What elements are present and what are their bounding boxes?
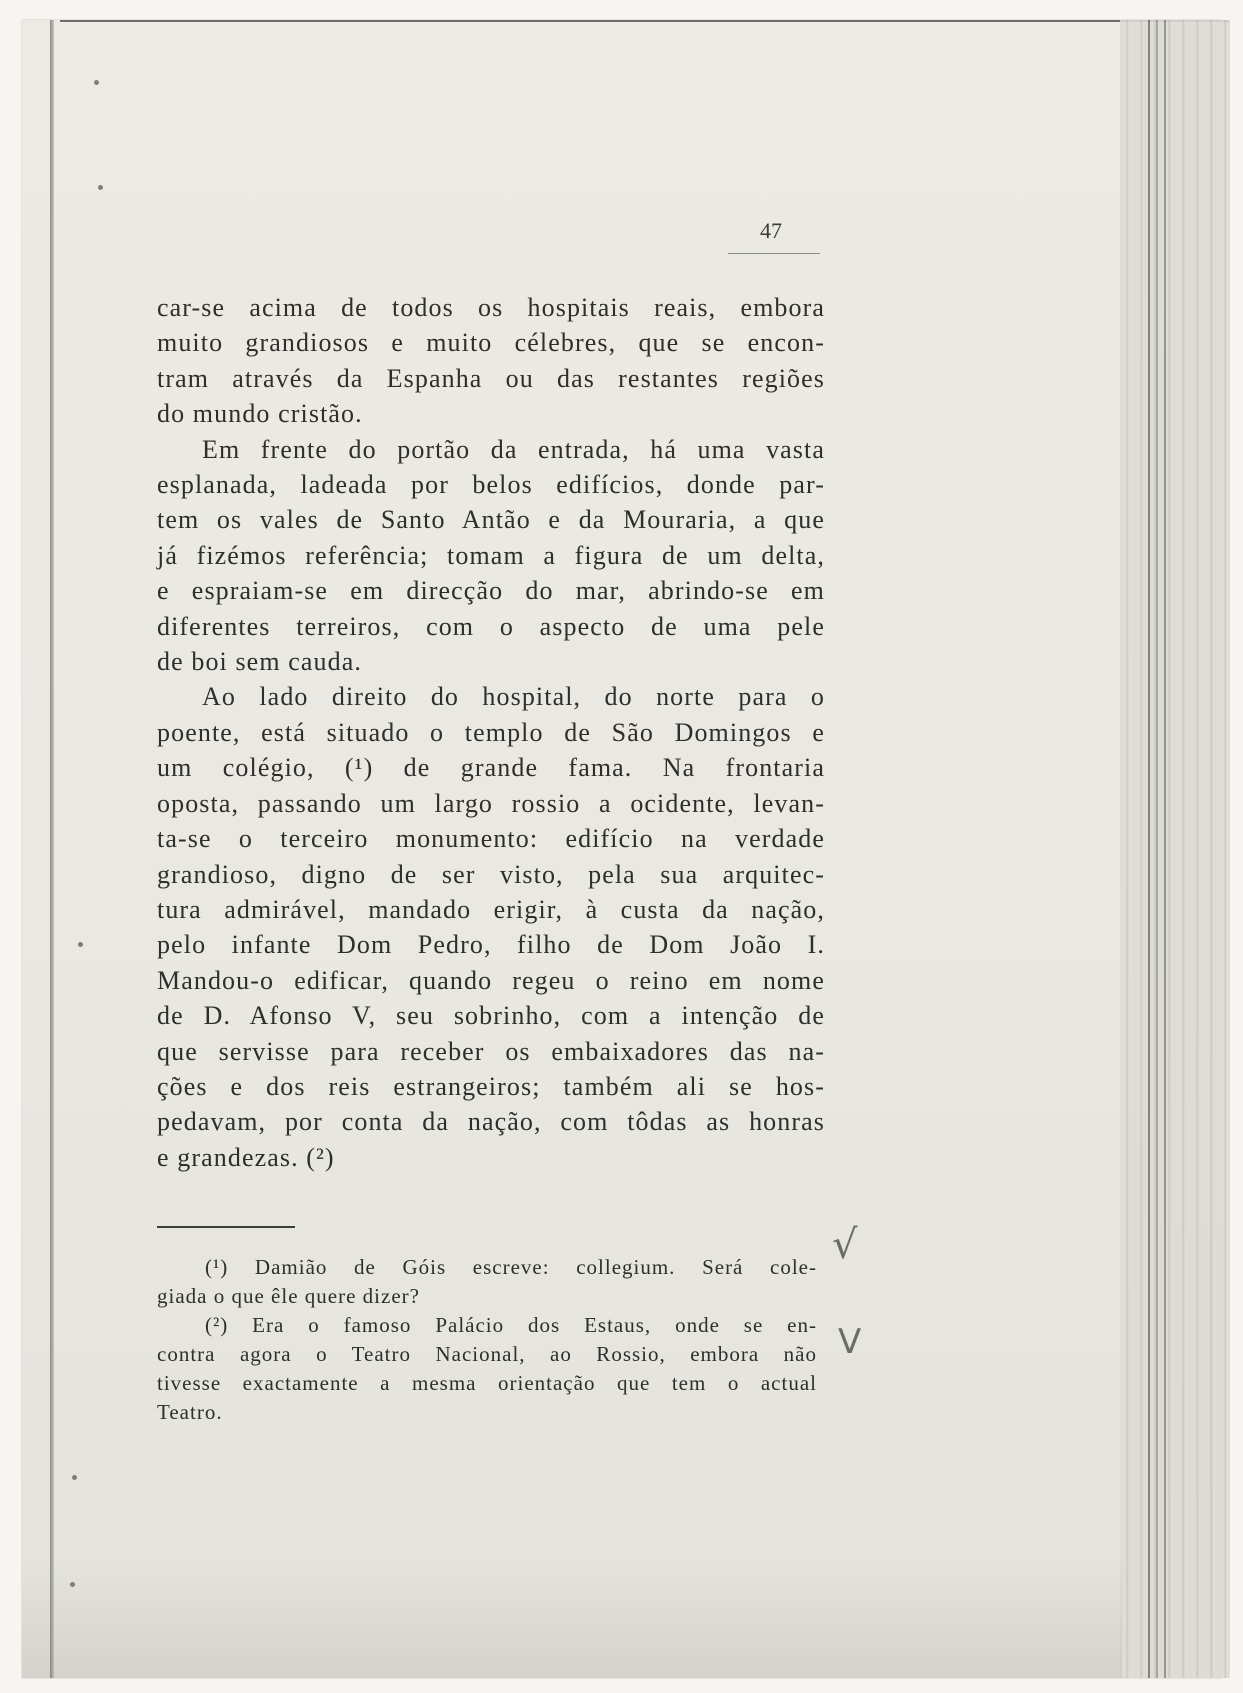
footnotes bbox=[157, 1253, 817, 1427]
body-line: poente, está situado o templo de São Domingos e bbox=[157, 717, 825, 747]
footnote-line: giada o que êle quere dizer? bbox=[157, 1284, 420, 1308]
footnote-line: Teatro. bbox=[157, 1400, 223, 1424]
body-line: tram através da Espanha ou das restantes regiões bbox=[157, 363, 825, 393]
body-line: Em frente do portão da entrada, há uma vasta bbox=[202, 434, 825, 464]
binding-line bbox=[1148, 20, 1150, 1678]
header-rule bbox=[728, 253, 820, 254]
binding-line bbox=[1156, 20, 1158, 1678]
body-line: de boi sem cauda. bbox=[157, 647, 362, 677]
paper-speck bbox=[98, 185, 103, 190]
body-line: ta-se o terceiro monumento: edifício na verdade bbox=[157, 824, 825, 854]
body-line: tura admirável, mandado erigir, à custa da nação, bbox=[157, 894, 825, 924]
body-line: ções e dos reis estrangeiros; também ali se hos- bbox=[157, 1071, 825, 1101]
left-edge-line bbox=[50, 20, 54, 1678]
bottom-shadow bbox=[22, 1560, 1122, 1678]
margin-check-mark: V bbox=[838, 1322, 862, 1362]
paper-speck bbox=[94, 80, 99, 85]
body-line: do mundo cristão. bbox=[157, 399, 363, 429]
body-text bbox=[157, 290, 825, 1175]
body-line: e grandezas. (²) bbox=[157, 1142, 335, 1172]
body-line: e espraiam-se em direcção do mar, abrindo-se em bbox=[157, 576, 825, 606]
page-number: 47 bbox=[760, 218, 782, 243]
body-line: oposta, passando um largo rossio a ocidente, levan- bbox=[157, 788, 825, 818]
body-line: diferentes terreiros, com o aspecto de uma pele bbox=[157, 611, 825, 641]
body-line: muito grandiosos e muito célebres, que se encon- bbox=[157, 328, 825, 358]
footnote-line: contra agora o Teatro Nacional, ao Rossio, embora não bbox=[157, 1342, 817, 1366]
body-line: Mandou-o edificar, quando regeu o reino em nome bbox=[157, 965, 825, 995]
body-line: tem os vales de Santo Antão e da Mouraria, a que bbox=[157, 505, 825, 535]
body-line: um colégio, (¹) de grande fama. Na frontaria bbox=[157, 753, 825, 783]
top-edge-line bbox=[60, 20, 1230, 22]
margin-check-mark: √ bbox=[832, 1222, 858, 1268]
body-line: car-se acima de todos os hospitais reais, embora bbox=[157, 293, 825, 322]
footnote-line: (²) Era o famoso Palácio dos Estaus, onde se en- bbox=[205, 1313, 817, 1337]
body-line: de D. Afonso V, seu sobrinho, com a intenção de bbox=[157, 1001, 825, 1031]
body-line: pedavam, por conta da nação, com tôdas as honras bbox=[157, 1107, 825, 1137]
body-line: pelo infante Dom Pedro, filho de Dom João I. bbox=[157, 930, 825, 960]
body-line: já fizémos referência; tomam a figura de um delta, bbox=[157, 540, 825, 570]
body-line: grandioso, digno de ser visto, pela sua arquitec- bbox=[157, 859, 825, 889]
footnote-line: (¹) Damião de Góis escreve: collegium. Será cole- bbox=[205, 1255, 817, 1279]
paper-speck bbox=[72, 1475, 77, 1480]
body-line: esplanada, ladeada por belos edifícios, donde par- bbox=[157, 470, 825, 500]
paper-speck bbox=[78, 942, 83, 947]
body-line: que servisse para receber os embaixadores das na- bbox=[157, 1036, 825, 1066]
right-binding-strip bbox=[1120, 20, 1230, 1678]
footnote-rule bbox=[157, 1226, 295, 1228]
paper-speck bbox=[70, 1582, 75, 1587]
footnote-line: tivesse exactamente a mesma orientação que tem o actual bbox=[157, 1371, 817, 1395]
body-line: Ao lado direito do hospital, do norte para o bbox=[202, 682, 825, 712]
binding-line bbox=[1164, 20, 1166, 1678]
